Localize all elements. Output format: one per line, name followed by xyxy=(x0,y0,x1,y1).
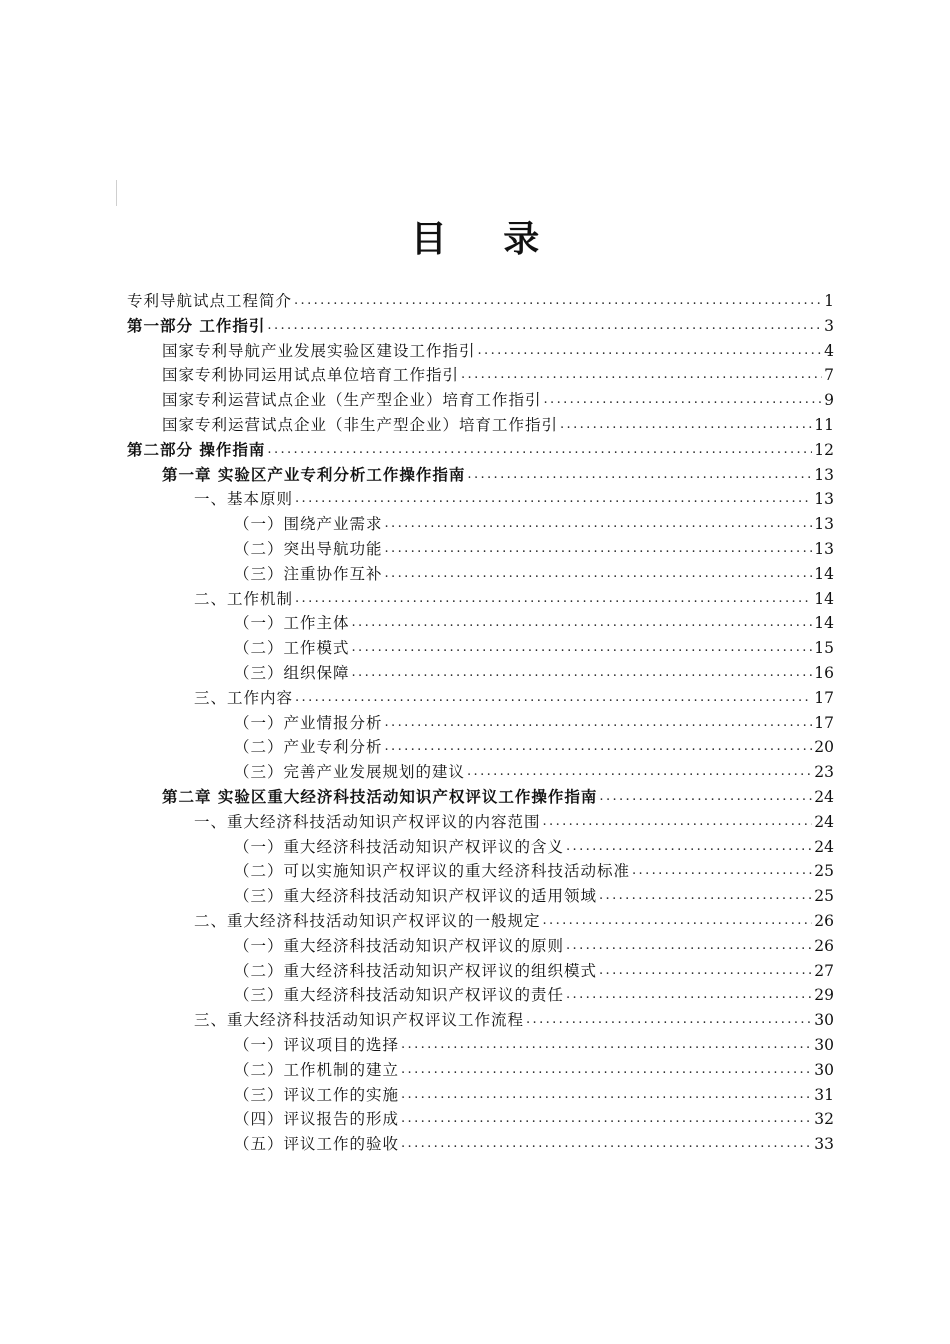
dot-leader xyxy=(401,1132,812,1157)
toc-entry-page: 14 xyxy=(814,614,834,633)
toc-entry-page: 26 xyxy=(814,911,834,930)
toc-entry-page: 7 xyxy=(824,366,834,385)
toc-entry-page: 30 xyxy=(814,1011,834,1030)
toc-entry[interactable] xyxy=(127,810,834,835)
toc-entry-title: 第一部分 工作指引 xyxy=(127,315,266,335)
toc-entry-page: 16 xyxy=(814,663,834,682)
toc-entry-page: 14 xyxy=(814,589,834,608)
toc-entry[interactable] xyxy=(127,289,834,314)
toc-entry-page: 13 xyxy=(814,539,834,558)
toc-entry[interactable] xyxy=(127,314,834,339)
dot-leader xyxy=(294,289,822,314)
toc-entry[interactable] xyxy=(127,1033,834,1058)
toc-entry[interactable] xyxy=(127,1083,834,1108)
toc-entry-page: 24 xyxy=(814,787,834,806)
toc-entry-title: （二）产业专利分析 xyxy=(234,738,383,757)
dot-leader xyxy=(401,1033,812,1058)
toc-entry[interactable] xyxy=(127,934,834,959)
toc-entry-title: （一）重大经济科技活动知识产权评议的含义 xyxy=(234,837,565,856)
toc-entry-page: 11 xyxy=(814,415,834,434)
page-title: 目 录 xyxy=(410,218,562,260)
toc-entry-title: 国家专利运营试点企业（非生产型企业）培育工作指引 xyxy=(162,415,559,434)
dot-leader xyxy=(543,909,813,934)
toc-entry-page: 20 xyxy=(814,738,834,757)
toc-entry-page: 3 xyxy=(824,316,834,335)
toc-entry[interactable] xyxy=(127,413,834,438)
dot-leader xyxy=(401,1083,812,1108)
toc-entry[interactable] xyxy=(127,835,834,860)
toc-entry-title: （三）重大经济科技活动知识产权评议的责任 xyxy=(234,986,565,1005)
toc-entry-page: 32 xyxy=(814,1110,834,1129)
toc-entry[interactable] xyxy=(127,1132,834,1157)
toc-entry-page: 25 xyxy=(814,887,834,906)
dot-leader xyxy=(467,760,812,785)
toc-entry-page: 17 xyxy=(814,688,834,707)
toc-entry[interactable] xyxy=(127,983,834,1008)
toc-entry[interactable] xyxy=(127,909,834,934)
toc-entry[interactable] xyxy=(127,760,834,785)
toc-entry[interactable] xyxy=(127,611,834,636)
toc-entry-title: （一）评议项目的选择 xyxy=(234,1035,400,1054)
toc-entry-title: 国家专利协同运用试点单位培育工作指引 xyxy=(162,366,460,385)
toc-entry-title: （四）评议报告的形成 xyxy=(234,1110,400,1129)
toc-entry[interactable] xyxy=(127,735,834,760)
toc-entry-title: 一、基本原则 xyxy=(194,490,294,509)
dot-leader xyxy=(352,636,813,661)
toc-entry-title: （三）评议工作的实施 xyxy=(234,1085,400,1104)
toc-entry-title: （一）重大经济科技活动知识产权评议的原则 xyxy=(234,936,565,955)
dot-leader xyxy=(401,1058,812,1083)
toc-entry-title: 一、重大经济科技活动知识产权评议的内容范围 xyxy=(194,812,541,831)
dot-leader xyxy=(461,363,822,388)
toc-entry-page: 4 xyxy=(824,341,834,360)
toc-entry-page: 23 xyxy=(814,763,834,782)
toc-entry-title: 第二部分 操作指南 xyxy=(127,439,266,459)
toc-entry-page: 27 xyxy=(814,961,834,980)
toc-entry-title: 专利导航试点工程简介 xyxy=(127,292,293,310)
toc-entry-page: 13 xyxy=(814,515,834,534)
toc-entry-title: 国家专利运营试点企业（生产型企业）培育工作指引 xyxy=(162,391,542,410)
toc-entry-title: 国家专利导航产业发展实验区建设工作指引 xyxy=(162,341,476,360)
dot-leader xyxy=(599,884,812,909)
toc-entry[interactable] xyxy=(127,388,834,413)
toc-entry[interactable] xyxy=(127,636,834,661)
margin-mark xyxy=(116,180,117,206)
toc-entry[interactable] xyxy=(127,363,834,388)
toc-entry-title: （二）工作机制的建立 xyxy=(234,1060,400,1079)
dot-leader xyxy=(401,1107,812,1132)
dot-leader xyxy=(295,587,812,612)
dot-leader xyxy=(544,388,822,413)
toc-entry-title: 三、工作内容 xyxy=(194,688,294,707)
toc-entry-title: （一）产业情报分析 xyxy=(234,713,383,732)
toc-entry[interactable] xyxy=(127,512,834,537)
toc-entry-page: 30 xyxy=(814,1060,834,1079)
toc-entry-page: 25 xyxy=(814,862,834,881)
toc-entry-page: 24 xyxy=(814,812,834,831)
toc-entry-title: （三）注重协作互补 xyxy=(234,564,383,583)
toc-entry-page: 14 xyxy=(814,564,834,583)
toc-entry-title: （三）完善产业发展规划的建议 xyxy=(234,763,466,782)
toc-entry-title: （三）重大经济科技活动知识产权评议的适用领域 xyxy=(234,887,598,906)
dot-leader xyxy=(352,661,813,686)
toc-entry-title: （三）组织保障 xyxy=(234,663,350,682)
toc-entry-page: 31 xyxy=(814,1085,834,1104)
toc-entry-page: 13 xyxy=(814,465,834,484)
toc-entry[interactable] xyxy=(127,785,834,810)
toc-entry[interactable] xyxy=(127,537,834,562)
toc-entry-title: （二）重大经济科技活动知识产权评议的组织模式 xyxy=(234,961,598,980)
toc-entry-title: （一）工作主体 xyxy=(234,614,350,633)
toc-entry-page: 15 xyxy=(814,639,834,658)
toc-list xyxy=(127,289,834,1157)
dot-leader xyxy=(267,438,812,463)
toc-entry-title: 三、重大经济科技活动知识产权评议工作流程 xyxy=(194,1011,525,1030)
toc-entry-page: 17 xyxy=(814,713,834,732)
dot-leader xyxy=(467,463,812,488)
dot-leader xyxy=(632,859,812,884)
toc-entry-title: 二、重大经济科技活动知识产权评议的一般规定 xyxy=(194,911,541,930)
toc-entry-title: （二）突出导航功能 xyxy=(234,539,383,558)
toc-entry[interactable] xyxy=(127,1058,834,1083)
dot-leader xyxy=(478,339,822,364)
toc-entry-title: （二）工作模式 xyxy=(234,639,350,658)
toc-entry[interactable] xyxy=(127,661,834,686)
dot-leader xyxy=(526,1008,812,1033)
toc-entry-page: 9 xyxy=(824,391,834,410)
dot-leader xyxy=(599,959,812,984)
toc-entry-title: 第一章 实验区产业专利分析工作操作指南 xyxy=(162,464,466,484)
toc-entry[interactable] xyxy=(127,587,834,612)
toc-entry[interactable] xyxy=(127,859,834,884)
dot-leader xyxy=(599,785,812,810)
toc-entry-page: 29 xyxy=(814,986,834,1005)
dot-leader xyxy=(295,487,812,512)
toc-entry[interactable] xyxy=(127,884,834,909)
dot-leader xyxy=(560,413,812,438)
toc-entry[interactable] xyxy=(127,487,834,512)
toc-entry-page: 1 xyxy=(824,292,834,310)
dot-leader xyxy=(543,810,813,835)
toc-entry[interactable] xyxy=(127,438,834,463)
toc-entry[interactable] xyxy=(127,339,834,364)
toc-entry-page: 13 xyxy=(814,490,834,509)
toc-entry-page: 26 xyxy=(814,936,834,955)
dot-leader xyxy=(352,611,813,636)
dot-leader xyxy=(295,686,812,711)
dot-leader xyxy=(385,711,813,736)
toc-entry[interactable] xyxy=(127,686,834,711)
dot-leader xyxy=(566,835,812,860)
toc-entry-page: 30 xyxy=(814,1035,834,1054)
dot-leader xyxy=(385,562,813,587)
toc-entry-title: 二、工作机制 xyxy=(194,589,294,608)
toc-entry-page: 33 xyxy=(814,1135,834,1154)
toc-entry-title: 第二章 实验区重大经济科技活动知识产权评议工作操作指南 xyxy=(162,786,598,806)
dot-leader xyxy=(566,983,812,1008)
dot-leader xyxy=(385,735,813,760)
toc-entry-title: （二）可以实施知识产权评议的重大经济科技活动标准 xyxy=(234,862,631,881)
toc-entry[interactable] xyxy=(127,562,834,587)
dot-leader xyxy=(385,512,813,537)
toc-entry[interactable] xyxy=(127,1008,834,1033)
toc-entry-page: 12 xyxy=(814,440,834,459)
dot-leader xyxy=(385,537,813,562)
toc-entry[interactable] xyxy=(127,959,834,984)
toc-entry[interactable] xyxy=(127,1107,834,1132)
dot-leader xyxy=(566,934,812,959)
toc-entry-title: （五）评议工作的验收 xyxy=(234,1135,400,1154)
dot-leader xyxy=(267,314,822,339)
toc-entry-title: （一）围绕产业需求 xyxy=(234,515,383,534)
toc-entry[interactable] xyxy=(127,711,834,736)
toc-entry-page: 24 xyxy=(814,837,834,856)
toc-entry[interactable] xyxy=(127,463,834,488)
